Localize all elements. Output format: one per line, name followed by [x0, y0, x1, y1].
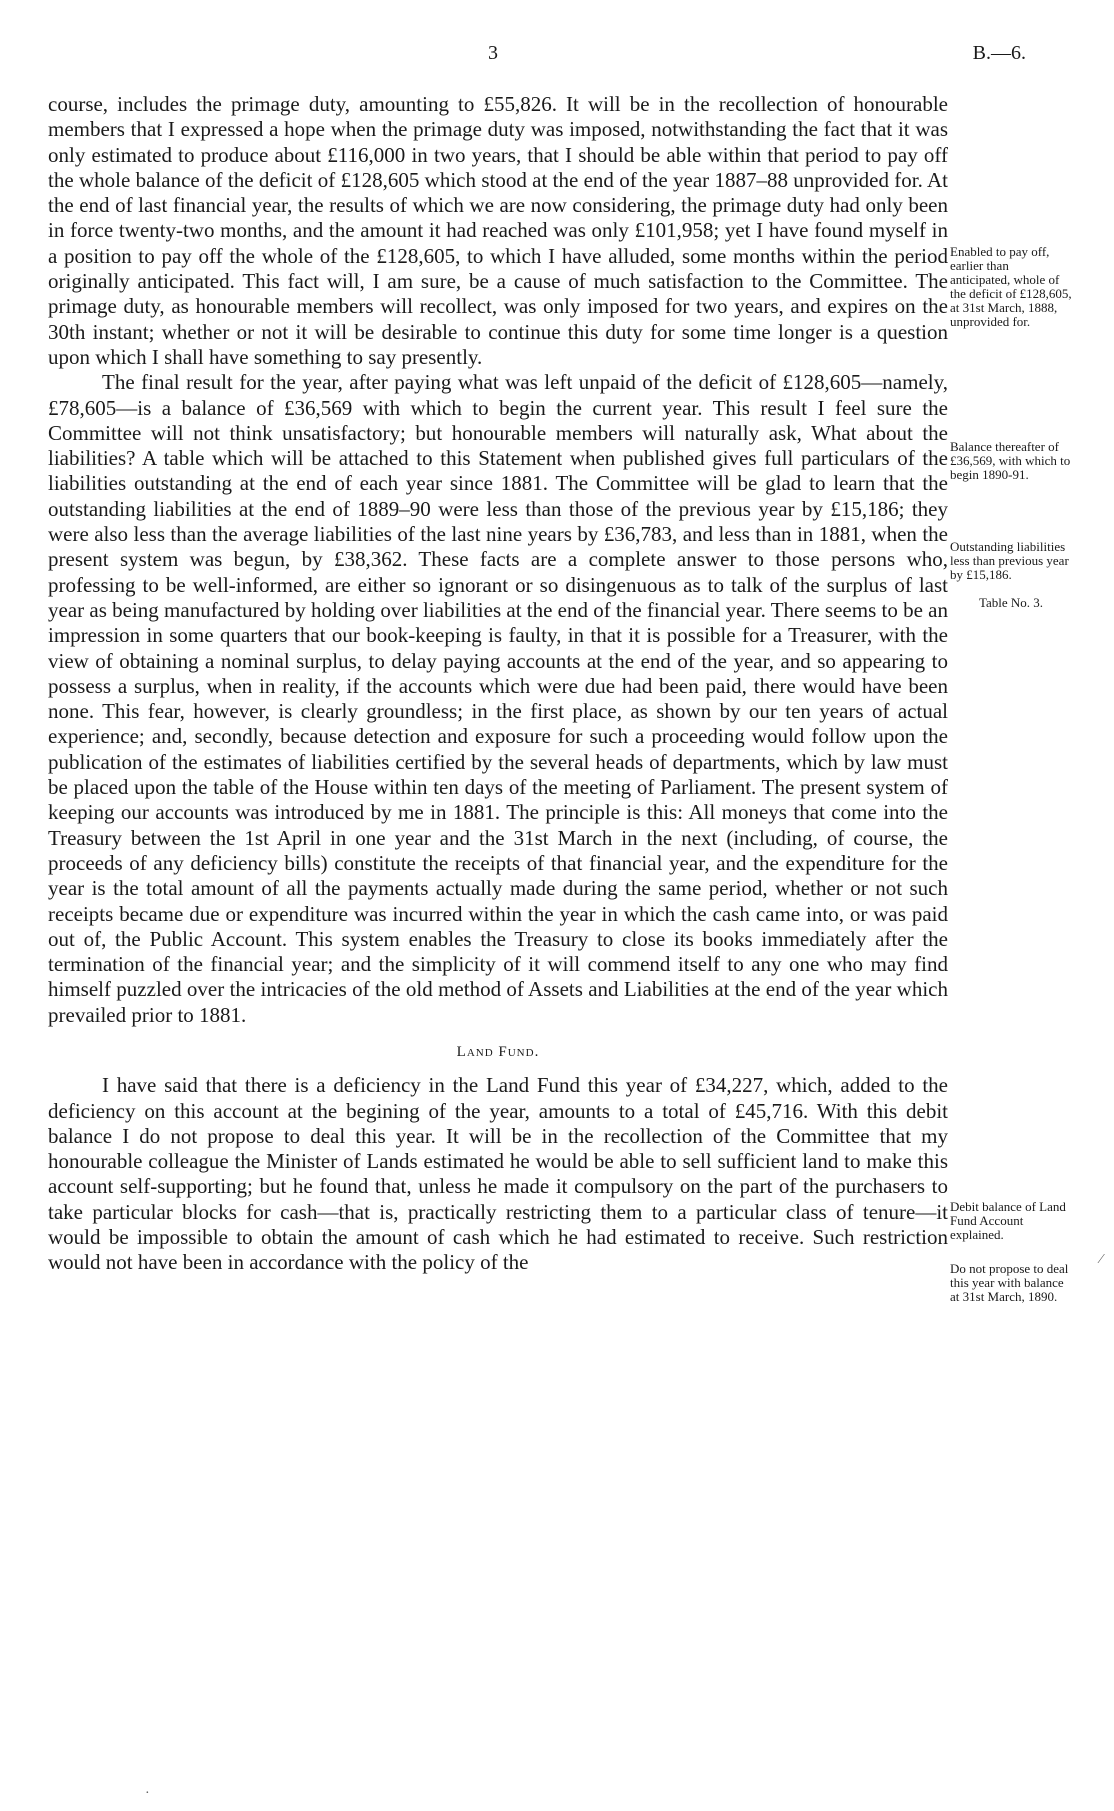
document-reference: B.—6.	[972, 42, 1026, 64]
marginal-note-land-fund: Debit balance of Land Fund Account explained.	[950, 1199, 1066, 1242]
marginal-note-balance: Balance thereafter of £36,569, with which to begin 1890-91.	[950, 439, 1071, 482]
page-number: 3	[488, 42, 498, 64]
paragraph-primage-duty: course, includes the primage duty, amounting to £55,826. It will be in the recollection of honourable members that I expressed a hope when the primage duty was imposed, notwithstanding the fact that it was only estimated to produce about £116,000 in two years, that I should be able within that period to pay off the whole balance of the deficit of £128,605 which stood at the end of the year 1887–88 unprovided for. At the end of last financial year, the results of which we are now considering, the primage duty had only been in force twenty-two months, and the amount it had reached was only £101,958; yet I have found myself in a position to pay off the whole of the £128,605, to which I have alluded, some months within the period originally anticipated. This fact will, I am sure, be a cause of much satisfaction to the Committee. The primage duty, as honourable members will recollect, was only imposed for two years, and expires on the 30th instant; whether or not it will be desirable to continue this duty for some time longer is a question upon which I shall have something to say presently.	[48, 92, 948, 369]
paragraph-final-result: The final result for the year, after paying what was left unpaid of the deficit of £128,605—namely, £78,605—is a balance of £36,569 with which to begin the current year. This result I feel sure the Committee will not think unsatisfactory; but honourable members will naturally ask, What about the liabilities? A table which will be attached to this Statement when published gives full particulars of the liabilities outstanding at the end of each year since 1881. The Committee will be glad to learn that the outstanding liabilities at the end of 1889–90 were less than those of the previous year by £15,186; they were also less than the average liabilities of the last nine years by £36,783, and less than in 1881, when the present system was begun, by £38,362. These facts are a complete answer to those persons who, professing to be well-informed, are either so ignorant or so disingenuous as to talk of the surplus of last year as being manufactured by holding over liabilities at the end of the financial year. There seems to be an impression in some quarters that our book-keeping is faulty, in that it is possible for a Treasurer, with the view of obtaining a nominal surplus, to delay paying accounts at the end of the year, and so appearing to possess a surplus, when in reality, if the accounts which were due had been paid, there would have been none. This fear, however, is clearly groundless; in the first place, as shown by our ten years of actual experience; and, secondly, because detection and exposure for such a proceeding would follow upon the publication of the estimates of liabilities certified by the several heads of departments, which by law must be placed upon the table of the House within ten days of the meeting of Parliament. The present system of keeping our accounts was introduced by me in 1881. The principle is this: All moneys that come into the Treasury between the 1st April in one year and the 31st March in the next (including, of course, the proceeds of any deficiency bills) constitute the receipts of that financial year, and the expenditure for the year is the total amount of all the payments actually made during the same period, whether or not such receipts became due or expenditure was incurred within the year in which the cash came into, or was paid out of, the Public Account. This system enables the Treasury to close its books immediately after the termination of the financial year; and the simplicity of it will commend itself to any one who may find himself puzzled over the intricacies of the old method of Assets and Liabilities at the end of the year which prevailed prior to 1881.	[48, 370, 948, 1027]
margin-stray-mark: ⁄	[1100, 1252, 1103, 1267]
marginal-note-deficit-paid: Enabled to pay off, earlier than anticipated, whole of the deficit of £128,605, at 31st March, 1888, unprovided for.	[950, 244, 1072, 329]
marginal-note-table-ref: Table No. 3.	[978, 595, 1044, 610]
bottom-stray-mark: ·	[145, 1786, 150, 1801]
marginal-note-debit-balance: Do not propose to deal this year with balance at 31st March, 1890.	[950, 1261, 1069, 1304]
section-heading-land-fund: Land Fund.	[456, 1043, 540, 1060]
main-text	[48, 92, 948, 1276]
marginal-note-liabilities: Outstanding liabilities less than previous year by £15,186.	[950, 539, 1069, 582]
paragraph-land-fund: I have said that there is a deficiency in the Land Fund this year of £34,227, which, added to the deficiency on this account at the begining of the year, amounts to a total of £45,716. With this debit balance I do not propose to deal this year. It will be in the recollection of the Committee that my honourable colleague the Minister of Lands estimated he would be able to sell sufficient land to make this account self-supporting; but he found that, unless he made it compulsory on the part of the purchasers to take particular blocks for cash—that is, practically restricting them to a particular class of tenure—it would be impossible to obtain the amount of cash which he had estimated to receive. Such restriction would not have been in accordance with the policy of the	[48, 1073, 948, 1275]
